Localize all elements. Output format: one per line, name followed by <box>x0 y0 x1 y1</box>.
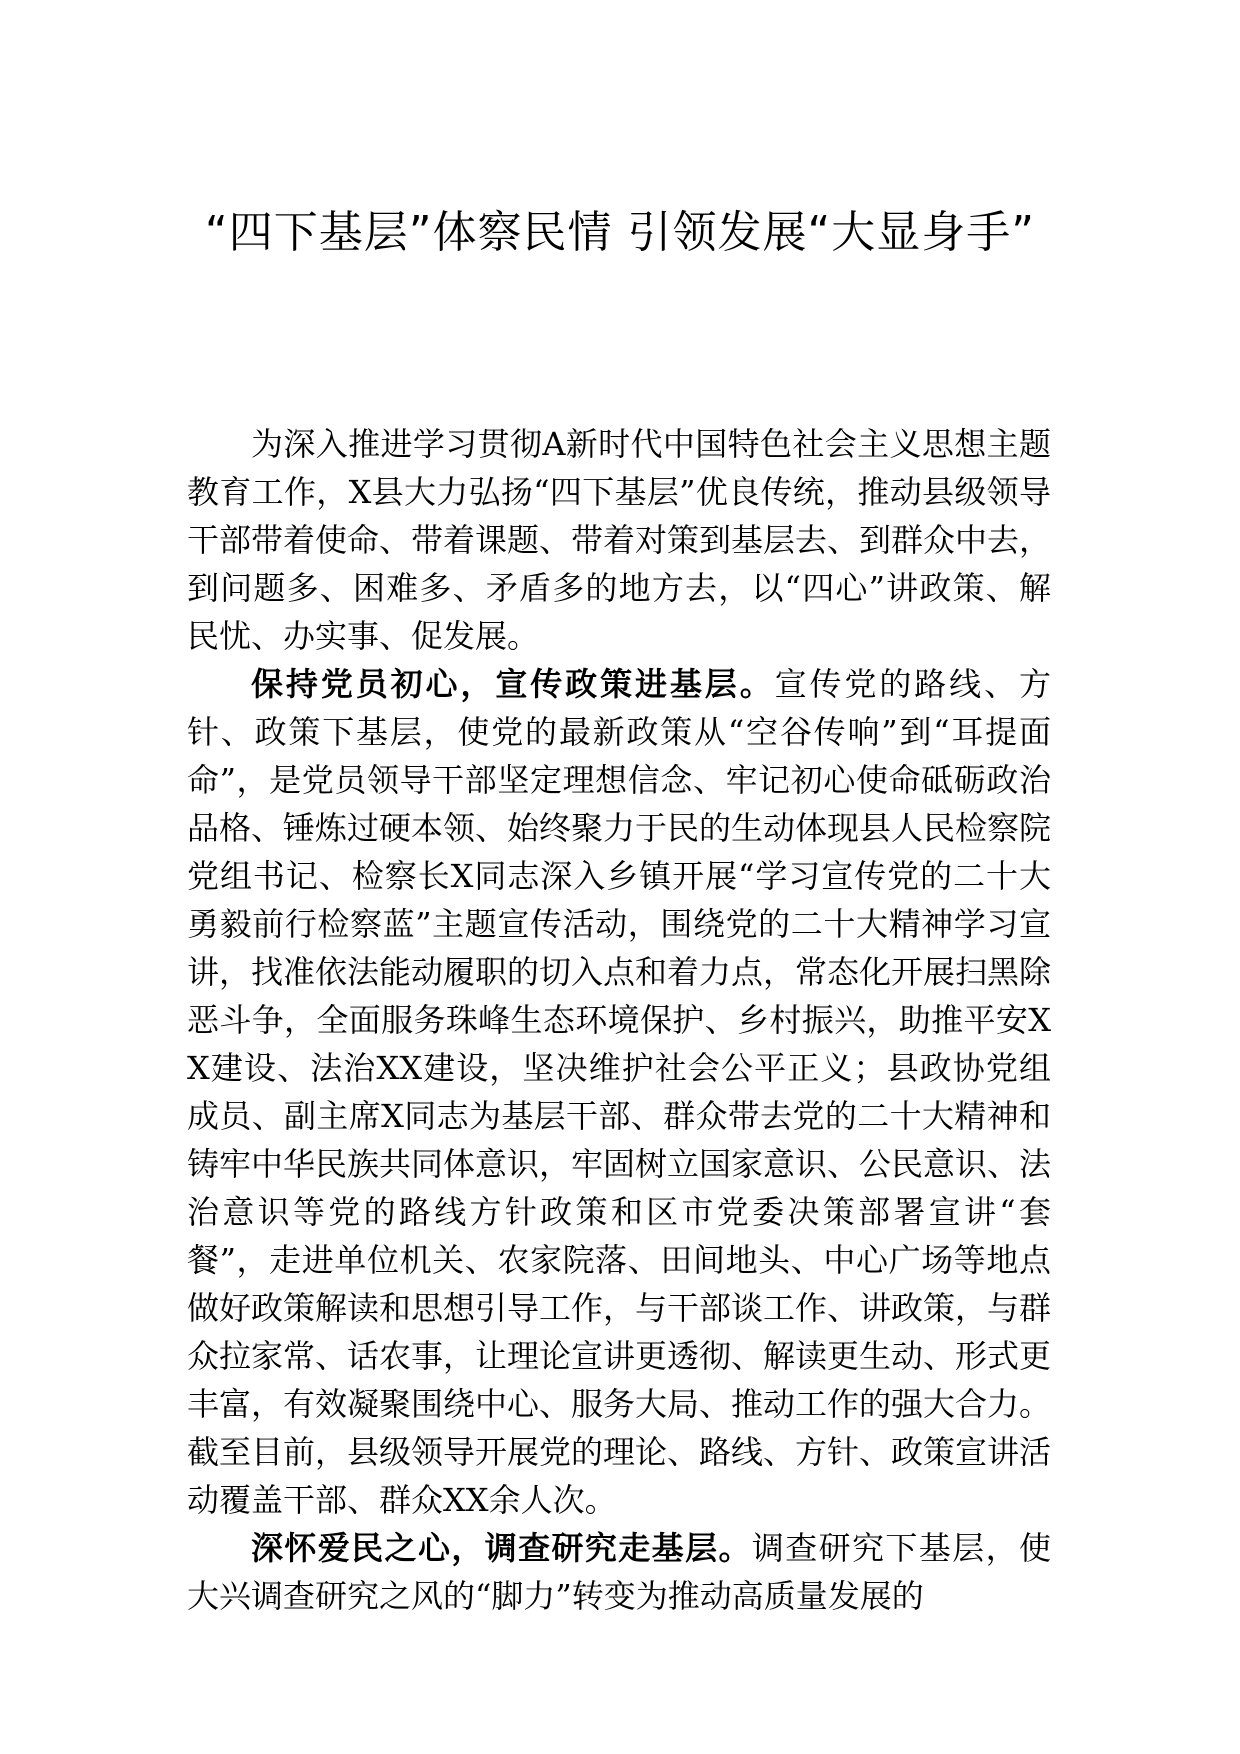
paragraph-investigation-research <box>187 1524 1051 1620</box>
paragraph-policy-promotion <box>187 660 1051 1524</box>
document-title: “四下基层”体察民情 引领发展“大显身手” <box>204 207 1036 258</box>
paragraph-lead-heading: 保持党员初心，宣传政策进基层。 <box>251 665 775 703</box>
paragraph-lead-heading: 深怀爱民之心，调查研究走基层。 <box>251 1529 752 1567</box>
paragraph-intro <box>187 420 1051 660</box>
paragraph-text: 为深入推进学习贯彻A新时代中国特色社会主义思想主题教育工作，X县大力弘扬“四下基层”优良传统，推动县级领导干部带着使命、带着课题、带着对策到基层去、到群众中去，到问题多、困难多、矛盾多的地方去，以“四心”讲政策、解民忧、办实事、促发展。 <box>187 425 1052 655</box>
document-body <box>187 420 1051 1620</box>
paragraph-text: 调查研究下基层，使大兴调查研究之风的“脚力”转变为推动高质量发展的 <box>187 1529 1051 1615</box>
paragraph-text: 宣传党的路线、方针、政策下基层，使党的最新政策从“空谷传响”到“耳提面命”，是党员领导干部坚定理想信念、牢记初心使命砥砺政治品格、锤炼过硬本领、始终聚力于民的生动体现县人民检察院党组书记、检察长X同志深入乡镇开展“学习宣传党的二十大 勇毅前行检察蓝”主题宣传活动，围绕党的二十大精神学习宣讲，找准依法能动履职的切入点和着力点，常态化开展扫黑除恶斗争，全面服务珠峰生态环境保护、乡村振兴，助推平安XX建设、法治XX建设，坚决维护社会公平正义；县政协党组成员、副主席X同志为基层干部、群众带去党的二十大精神和铸牢中华民族共同体意识，牢固树立国家意识、公民意识、法治意识等党的路线方针政策和区市党委决策部署宣讲“套餐”，走进单位机关、农家院落、田间地头、中心广场等地点做好政策解读和思想引导工作，与干部谈工作、讲政策，与群众拉家常、话农事，让理论宣讲更透彻、解读更生动、形式更丰富，有效凝聚围绕中心、服务大局、推动工作的强大合力。截至目前，县级领导开展党的理论、路线、方针、政策宣讲活动覆盖干部、群众XX余人次。 <box>187 665 1052 1519</box>
